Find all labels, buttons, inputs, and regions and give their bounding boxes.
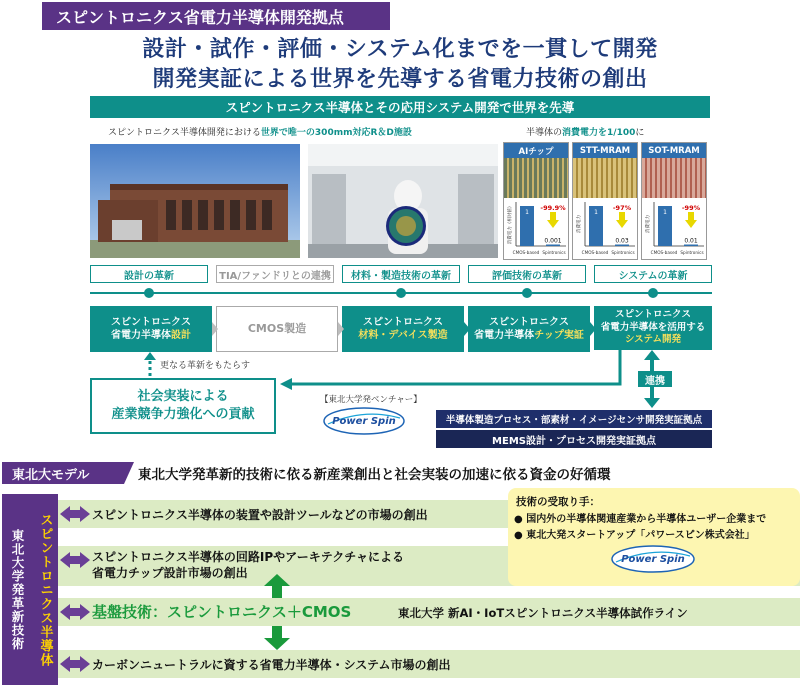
process-system-line1: スピントロニクス: [615, 308, 691, 320]
left-column-text: 東北大学発革新技術: [10, 528, 25, 651]
receiver-item-text: 国内外の半導体関連産業から半導体ユーザー企業まで: [526, 514, 767, 525]
receivers-box: [508, 488, 800, 586]
venture-label: 【東北大学発ベンチャー】: [320, 395, 422, 405]
facility-caption-pre: スピントロニクス半導体開発における: [108, 128, 261, 138]
process-cmos: CMOS製造: [216, 306, 338, 352]
y-axis-label: 消費電力: [577, 215, 582, 233]
process-chip-emphasis: チップ実証: [534, 330, 584, 341]
category-tia: TIA/ファンドリとの連携: [216, 265, 334, 283]
further-innovation-label: 更なる革新をもたらす: [160, 361, 251, 371]
process-materials-emphasis: 材料・デバイス製造: [358, 330, 448, 341]
social-line1: 社会実装による: [137, 389, 229, 405]
process-design-line1: スピントロニクス: [111, 316, 191, 328]
powerspin-logo-2-text: Power Spin: [621, 553, 685, 565]
bar-cmos-value: 1: [594, 209, 598, 216]
x-tick-label: Spintronics: [542, 250, 566, 255]
receiver-item: ● 国内外の半導体関連産業から半導体ユーザー企業まで: [514, 514, 767, 525]
reduction-label: -99%: [681, 204, 701, 212]
row-market-tools-text: スピントロニクス半導体の装置や設計ツールなどの市場の創出: [92, 508, 428, 522]
category-system: システムの革新: [594, 265, 712, 283]
bar-cmos-value: 1: [525, 209, 529, 216]
category-design: 設計の革新: [90, 265, 208, 283]
power-chart-title: STT-MRAM: [573, 143, 637, 158]
powerspin-logo-text: Power Spin: [332, 415, 396, 427]
bar-spintronics-value: 0.01: [684, 237, 698, 245]
model-tag: 東北大モデル: [2, 462, 120, 484]
x-tick-label: Spintronics: [611, 250, 635, 255]
row-foundation-text: 基盤技術：スピントロニクス＋CMOS: [92, 603, 352, 621]
headline-line-1: 設計・試作・評価・システム化までを一貫して開発: [142, 36, 658, 62]
bar-spintronics-value: 0.001: [544, 237, 562, 245]
x-tick-label: CMOS-based: [650, 250, 678, 255]
process-design-emphasis: 設計: [171, 330, 191, 341]
headline-line-2: 開発実証による世界を先導する省電力技術の創出: [152, 66, 648, 92]
x-tick-label: Spintronics: [680, 250, 704, 255]
x-tick-label: CMOS-based: [581, 250, 609, 255]
spin-column-text: スピントロニクス半導体: [37, 512, 53, 667]
power-caption-post: に: [635, 128, 645, 138]
category-materials: 材料・製造技術の革新: [342, 265, 460, 283]
y-axis-label: 消費電力（相対値）: [508, 203, 513, 245]
process-chip-line1: スピントロニクス: [489, 316, 569, 328]
process-system-line2: 省電力半導体を活用する: [600, 321, 706, 333]
y-axis-label: 消費電力: [646, 215, 651, 233]
power-caption-pre: 半導体の: [526, 128, 563, 138]
row-carbon-neutral-text: カーボンニュートラルに資する省電力半導体・システム市場の創出: [92, 658, 451, 672]
receiver-item: ● 東北大発スタートアップ「パワースピン株式会社」: [514, 530, 755, 541]
process-materials-line1: スピントロニクス: [363, 316, 443, 328]
power-chart-title: AIチップ: [504, 143, 568, 158]
teal-banner: スピントロニクス半導体とその応用システム開発で世界を先導: [90, 96, 710, 118]
process-chip-line2: 省電力半導体: [474, 330, 535, 341]
bar-mems-base: MEMS設計・プロセス開発実証拠点: [436, 430, 712, 448]
renkei-badge: 連携: [638, 371, 672, 387]
row-chip-design-line2: 省電力チップ設計市場の創出: [92, 566, 248, 581]
power-caption-em: 消費電力を1/100: [562, 128, 636, 138]
facility-caption-em: 世界で唯一の300mm対応R＆D施設: [260, 128, 412, 138]
row-chip-design-line1: スピントロニクス半導体の回路IPやアーキテクチャによる: [92, 550, 404, 564]
bar-semiconductor-base: 半導体製造プロセス・部素材・イメージセンサ開発実証拠点: [436, 410, 712, 428]
receivers-title: 技術の受取り手：: [516, 496, 600, 508]
section-tag: スピントロニクス省電力半導体開発拠点: [42, 2, 390, 30]
category-evaluation: 評価技術の革新: [468, 265, 586, 283]
process-design-line2: 省電力半導体: [111, 330, 171, 341]
reduction-label: -99.9%: [540, 204, 566, 212]
power-chart-title: SOT-MRAM: [642, 143, 706, 158]
process-system-emphasis: システム開発: [624, 334, 682, 346]
powerspin-logo-2: [610, 544, 696, 574]
social-line2: 産業競争力強化への貢献: [111, 407, 255, 422]
bar-cmos-value: 1: [663, 209, 667, 216]
bar-spintronics-value: 0.03: [615, 237, 629, 245]
reduction-label: -97%: [612, 204, 632, 212]
receiver-item-text: 東北大発スタートアップ「パワースピン株式会社」: [526, 530, 755, 541]
x-tick-label: CMOS-based: [512, 250, 540, 255]
row-foundation-side: 東北大学 新AI・IoTスピントロニクス半導体試作ライン: [398, 606, 688, 620]
model-title: 東北大学発革新的技術に依る新産業創出と社会実装の加速に依る資金の好循環: [138, 467, 611, 483]
